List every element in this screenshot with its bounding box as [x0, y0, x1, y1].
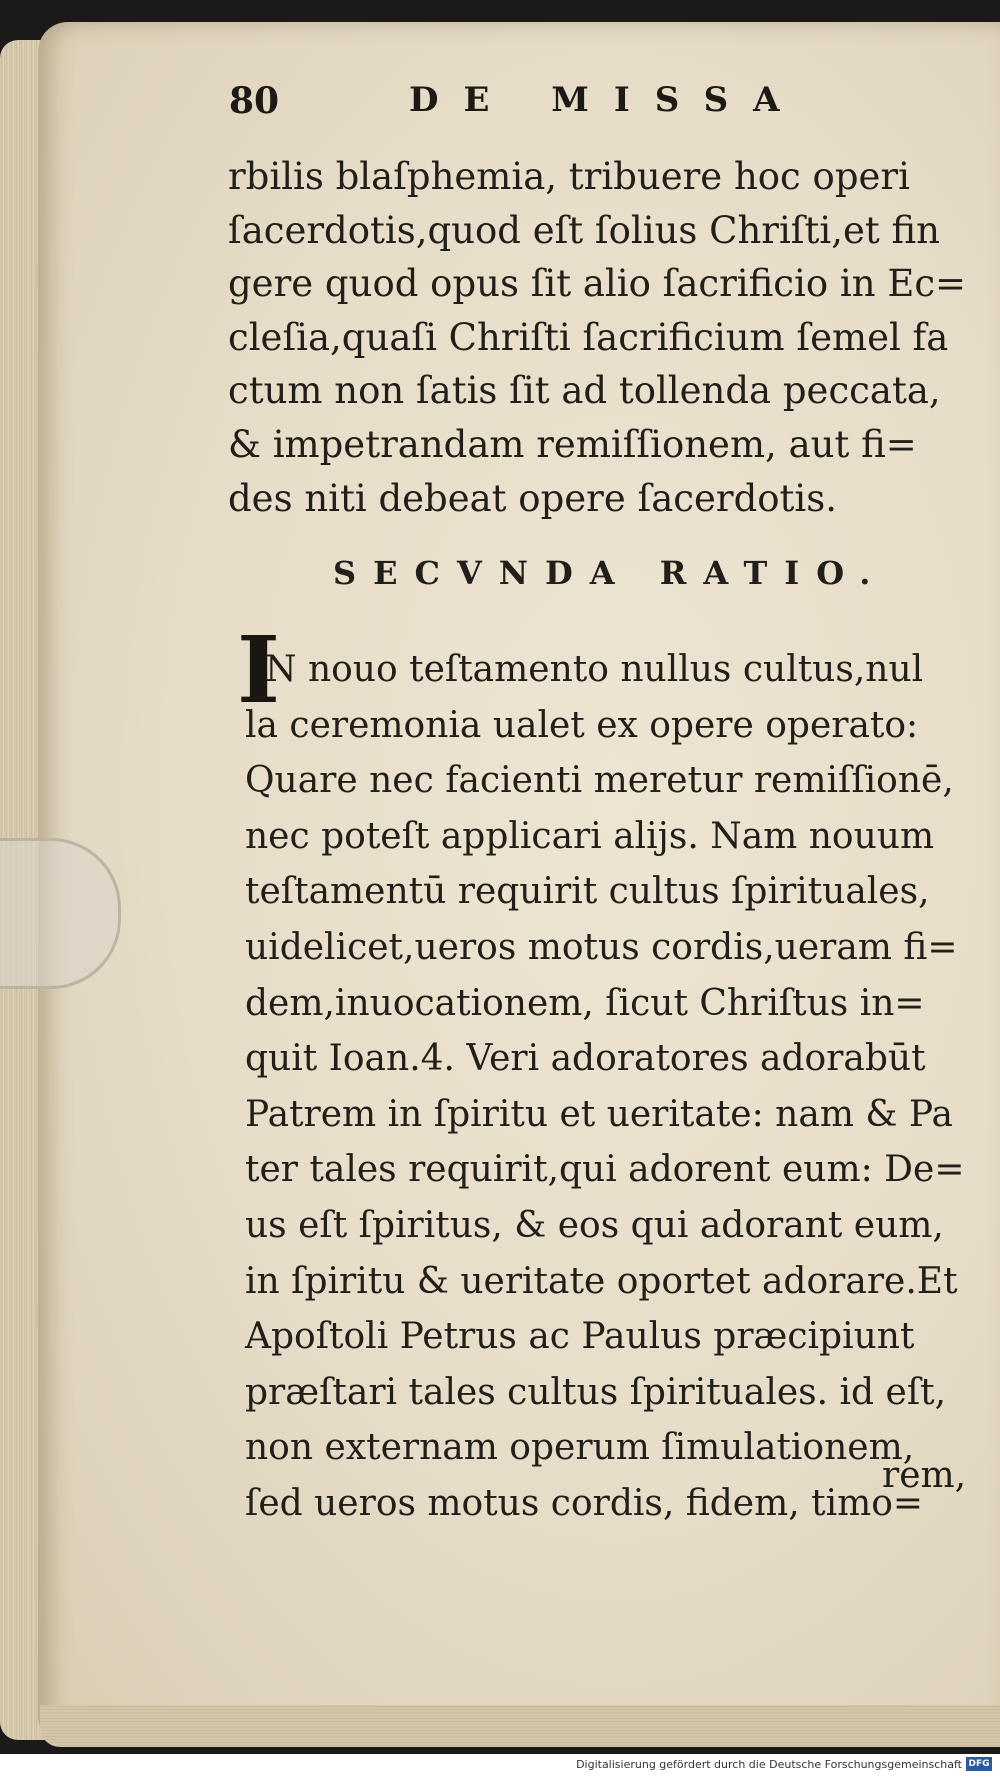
text-line: ſed ueros motus cordis, fidem, timo= — [245, 1482, 924, 1524]
text-line: teſtamentū requirit cultus ſpirituales, — [245, 871, 930, 913]
text-line: nec poteſt applicari aliјs. Nam nouum — [245, 815, 935, 857]
paragraph-1 — [228, 150, 968, 525]
text-line: uidelicet,ueros motus cordis,ueram fi= — [245, 926, 958, 968]
funding-credit: Digitalisierung gefördert durch die Deutsche Forschungsgemeinschaft — [576, 1758, 962, 1771]
text-line: præſtari tales cultus ſpirituales. id eſt, — [245, 1371, 947, 1413]
text-line: & impetrandam remiſſionem, aut fi= — [228, 422, 917, 466]
text-line: quit Ioan.4. Veri adoratores adorabūt — [245, 1038, 926, 1080]
text-line: ctum non ſatis ſit ad tollenda peccata, — [228, 369, 941, 413]
page-header — [225, 80, 805, 130]
text-line: dem,inuocationem, ſicut Chriſtus in= — [245, 982, 925, 1024]
text-line: Quare nec facienti meretur remiſſionē, — [245, 760, 954, 802]
text-line: cleſia,quaſi Chriſti ſacrificium ſemel fa — [228, 315, 949, 359]
text-line: in ſpiritu & ueritate oportet adorare.Et — [245, 1260, 958, 1302]
page-number: 80 — [229, 80, 280, 122]
paragraph-2 — [245, 642, 975, 1532]
dfg-logo: DFG — [966, 1757, 992, 1771]
text-line: ter tales requirit,qui adorent eum: De= — [245, 1149, 965, 1191]
text-line: us eſt ſpiritus, & eos qui adorant eum, — [245, 1204, 944, 1246]
text-line: rbilis blaſphemia, tribuere hoc operi — [228, 155, 910, 198]
text-line: la ceremonia ualet ex opere operato: — [245, 704, 919, 746]
page-bottom-edge — [40, 1705, 1000, 1747]
section-heading: SECVNDA RATIO. — [333, 554, 888, 592]
running-title: DE MISSA — [409, 80, 805, 120]
text-line: Apoſtoli Petrus ac Paulus præcipiunt — [245, 1316, 915, 1358]
text-line: Patrem in ſpiritu et ueritate: nam & Pa — [245, 1093, 953, 1135]
text-line: ſacerdotis,quod eſt ſolius Chriſti,et fin — [228, 208, 940, 252]
text-line: non externam operum ſimulationem, — [245, 1427, 915, 1469]
text-line: des niti debeat opere ſacerdotis. — [228, 476, 837, 520]
text-line: N nouo teſtamento nullus cultus,nul — [265, 649, 924, 690]
catchword: rem, — [882, 1455, 967, 1496]
drop-cap: I — [237, 616, 281, 724]
text-line: gere quod opus ſit alio ſacrificio in Ec= — [228, 262, 967, 306]
